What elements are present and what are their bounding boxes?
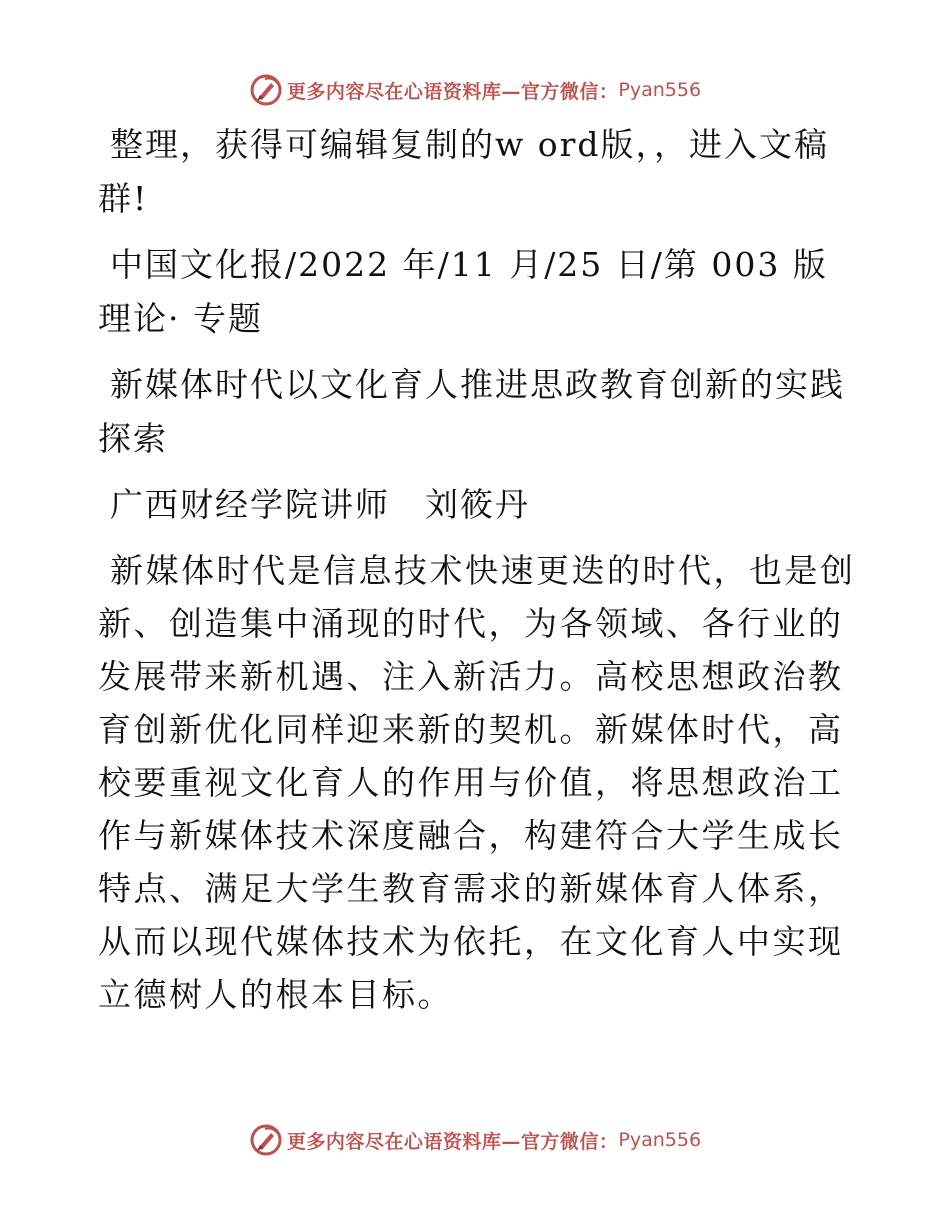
wechat-id: Pyan556	[618, 79, 702, 101]
wechat-id: Pyan556	[618, 1129, 702, 1151]
body-paragraph: 新媒体时代是信息技术快速更迭的时代，也是创新、创造集中涌现的时代，为各领域、各行业的发展带来新机遇、注入新活力。高校思想政治教育创新优化同样迎来新的契机。新媒体时代，高校要重视文化育人的作用与价值，将思想政治工作与新媒体技术深度融合，构建符合大学生成长特点、满足大学生教育需求的新媒体育人体系，从而以现代媒体技术为依托，在文化育人中实现立德树人的根本目标。	[98, 551, 856, 1014]
banner-text: 更多内容尽在心语资料库—官方微信：	[286, 80, 619, 103]
pen-nib-logo-icon	[249, 73, 283, 107]
footer-banner	[0, 1120, 950, 1160]
header-banner	[0, 70, 950, 110]
pen-nib-logo-icon	[249, 1123, 283, 1157]
banner-text: 更多内容尽在心语资料库—官方微信：	[286, 1130, 619, 1153]
document-body	[98, 118, 858, 1021]
intro-paragraph: 整理，获得可编辑复制的w ord版，，进入文稿群!	[98, 125, 830, 218]
article-title: 新媒体时代以文化育人推进思政教育创新的实践探索	[98, 365, 845, 458]
source-line: 中国文化报/2022 年/11 月/25 日/第 003 版理论· 专题	[98, 245, 828, 338]
author-line: 广西财经学院讲师 刘筱丹	[110, 485, 530, 524]
